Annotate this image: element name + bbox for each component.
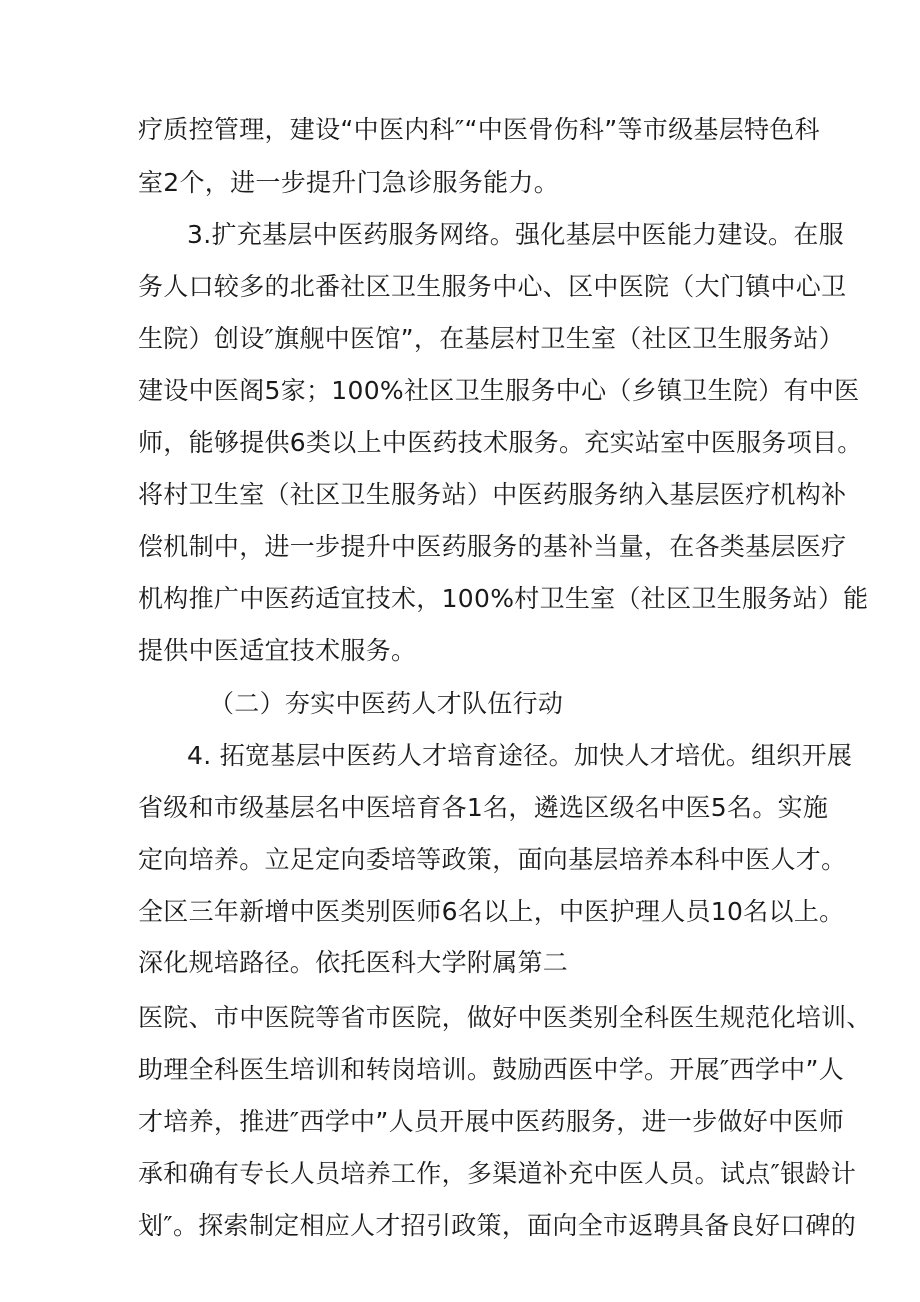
text-line: 全区三年新增中医类别医师6名以上，中医护理人员10名以上。: [138, 897, 845, 926]
section-heading: （二）夯实中医药人才队伍行动: [209, 689, 564, 718]
text-line: 提供中医适宜技术服务。: [138, 636, 417, 665]
text-line: 助理全科医生培训和转岗培训。鼓励西医中学。开展″西学中”人: [138, 1055, 844, 1084]
paragraph-heading-3: 3.扩充基层中医药服务网络。强化基层中医能力建设。在服: [187, 220, 844, 249]
text-line: 疗质控管理，建设“中医内科″“中医骨伤科”等市级基层特色科: [138, 115, 820, 144]
text-line: 承和确有专长人员培养工作，多渠道补充中医人员。试点″银龄计: [138, 1159, 857, 1188]
text-line: 务人口较多的北番社区卫生服务中心、区中医院（大门镇中心卫: [138, 272, 847, 301]
text-line: 建设中医阁5家；100%社区卫生服务中心（乡镇卫生院）有中医: [138, 376, 860, 405]
text-line: 将村卫生室（社区卫生服务站）中医药服务纳入基层医疗机构补: [138, 480, 847, 509]
text-line: 室2个，进一步提升门急诊服务能力。: [138, 168, 560, 197]
text-line: 生院）创设″旗舰中医馆”，在基层村卫生室（社区卫生服务站）: [138, 324, 844, 353]
text-line: 省级和市级基层名中医培育各1名，遴选区级名中医5名。实施: [138, 793, 829, 822]
text-line: 医院、市中医院等省市医院，做好中医类别全科医生规范化培训、: [138, 1003, 872, 1032]
text-line: 偿机制中，进一步提升中医药服务的基补当量，在各类基层医疗: [138, 532, 847, 561]
text-line: 才培养，推进″西学中”人员开展中医药服务，进一步做好中医师: [138, 1107, 844, 1136]
text-line: 划″。探索制定相应人才招引政策，面向全市返聘具备良好口碑的: [138, 1211, 857, 1240]
text-line: 师，能够提供6类以上中医药技术服务。充实站室中医服务项目。: [138, 428, 863, 457]
text-line: 机构推广中医药适宜技术，100%村卫生室（社区卫生服务站）能: [138, 584, 869, 613]
paragraph-heading-4: 4. 拓宽基层中医药人才培育途径。加快人才培优。组织开展: [187, 741, 853, 770]
text-line: 定向培养。立足定向委培等政策，面向基层培养本科中医人才。: [138, 845, 847, 874]
text-line: 深化规培路径。依托医科大学附属第二: [138, 948, 569, 977]
